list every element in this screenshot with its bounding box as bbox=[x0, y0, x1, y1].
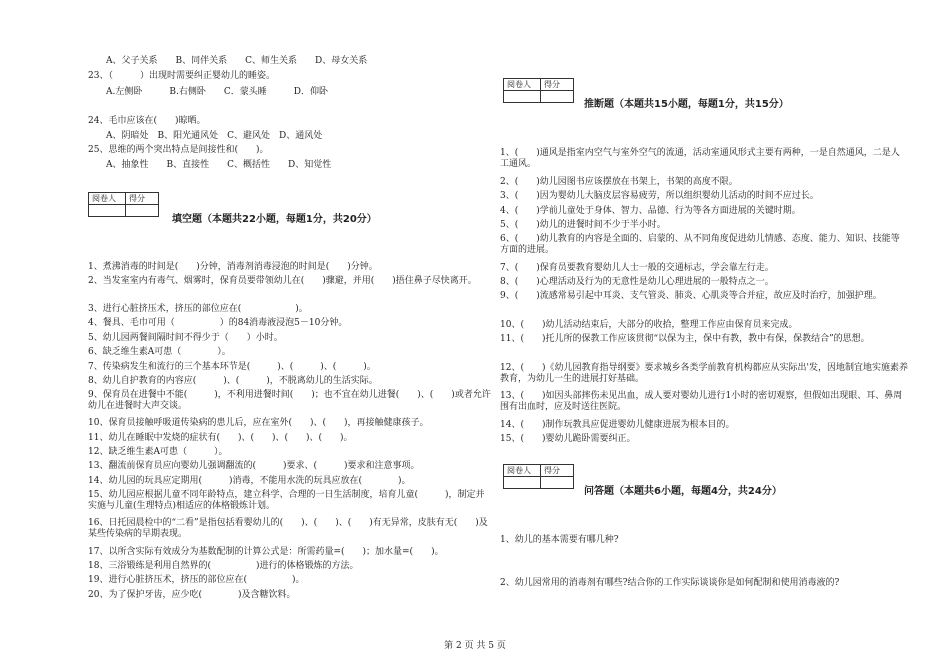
section-title-qa: 问答题（本题共6小题，每题4分，共24分） bbox=[584, 486, 782, 497]
page-footer: 第 2 页 共 5 页 bbox=[444, 641, 506, 651]
question-24-options: A、阴暗处 B、阳光通风处 C、避风处 D、通风处 bbox=[106, 131, 323, 141]
reviewer-label: 阅卷人 bbox=[504, 79, 541, 91]
fill-item-8: 8、幼儿自护教育的内容应( )、( )，不脱离幼儿的生活实际。 bbox=[88, 376, 378, 386]
fill-item-14: 14、幼儿园的玩具应定期用( )消毒，不能用水洗的玩具应放在( )。 bbox=[88, 476, 411, 486]
reviewer-cell bbox=[504, 477, 541, 489]
reviewer-label: 阅卷人 bbox=[89, 193, 126, 205]
fill-item-3: 3、进行心脏挤压术，挤压的部位应在( )。 bbox=[88, 304, 308, 314]
fill-item-9: 9、保育员在进餐中不能( )，不利用进餐时间( )；也不宜在幼儿进餐( )、( )或者允许幼儿在进餐时大声交谈。 bbox=[88, 390, 491, 411]
fill-item-20: 20、为了保护牙齿，应少吃( )及含糖饮料。 bbox=[88, 590, 296, 600]
score-label: 得分 bbox=[541, 79, 574, 91]
score-box-fill bbox=[88, 192, 159, 217]
reviewer-cell bbox=[89, 205, 126, 217]
fill-item-18: 18、三浴锻练是利用自然界的( )进行的体格锻炼的方法。 bbox=[88, 561, 359, 571]
reviewer-cell bbox=[504, 91, 541, 103]
fill-item-11: 11、幼儿在睡眠中发烧的症状有( )、( )、( )、( )。 bbox=[88, 433, 353, 443]
fill-item-5: 5、幼儿园两餐间隔时间不得少于（ ）小时。 bbox=[88, 333, 283, 343]
question-22-options: A、父子关系 B、同伴关系 C、师生关系 D、母女关系 bbox=[106, 56, 368, 66]
question-25-options: A、抽象性 B、直接性 C、概括性 D、知觉性 bbox=[106, 160, 332, 170]
score-cell bbox=[541, 477, 574, 489]
judge-item-1: 1、( )通风是指室内空气与室外空气的流通，活动室通风形式主要有两种，一是自然通风，二是人工通风。 bbox=[500, 148, 900, 169]
judge-item-9: 9、( )流感常易引起中耳炎、支气管炎、肺炎、心肌炎等合并症，故应及时治疗，加强护理。 bbox=[500, 291, 882, 301]
judge-item-11: 11、( )托儿所的保教工作应该贯彻“以保为主，保中有教，教中有保，保教结合”的思想。 bbox=[500, 334, 870, 344]
fill-item-7: 7、传染病发生和流行的三个基本环节是( )、( )、( )。 bbox=[88, 362, 376, 372]
fill-item-10: 10、保育员接触呼吸道传染病的患儿后，应在室外( )、( )，再接触健康孩子。 bbox=[88, 418, 429, 428]
fill-item-6: 6、缺乏维生素A可患（ ）。 bbox=[88, 347, 231, 357]
judge-item-13: 13、( )如因头部摔伤未见出血，成人要对婴幼儿进行1小时的密切观察，但假如出现眼、耳、鼻周围有出血时，应及时送往医院。 bbox=[500, 391, 903, 412]
question-23-options: A.左侧卧 B.右侧卧 C．蒙头睡 D．仰卧 bbox=[106, 87, 328, 97]
fill-item-19: 19、进行心脏挤压术，挤压的部位应在( )。 bbox=[88, 575, 305, 585]
judge-item-6: 6、( )幼儿教育的内容是全面的、启蒙的、从不同角度促进幼儿情感、态度、能力、知识、技能等方面的进展。 bbox=[500, 234, 900, 255]
judge-item-5: 5、( )幼儿的进餐时间不少于半小时。 bbox=[500, 220, 666, 230]
fill-item-17: 17、以所含实际有效成分为基数配制的计算公式是：所需药量=( )；加水量=( )。 bbox=[88, 547, 444, 557]
judge-item-2: 2、( )幼儿园图书应该摆放在书架上，书架的高度不限。 bbox=[500, 177, 738, 187]
score-cell bbox=[541, 91, 574, 103]
judge-item-12: 12、( )《幼儿园教育指导纲要》要求城乡各类学前教育机构都应从实际出'发，因地制宜地实施素养教育，为幼儿一生的进展打好基础。 bbox=[500, 363, 908, 384]
score-cell bbox=[126, 205, 159, 217]
question-24: 24、毛巾应该在( )晾晒。 bbox=[88, 116, 206, 126]
score-box-qa bbox=[503, 464, 574, 489]
fill-item-2: 2、当发室室内有毒气、烟雾时，保育员要带领幼儿在( )骤避，并用( )捂住鼻子尽快离开。 bbox=[88, 276, 477, 286]
judge-item-14: 14、( )制作玩教具应促进婴幼儿健康进展为根本目的。 bbox=[500, 420, 735, 430]
judge-item-8: 8、( )心理活动及行为的无意性是幼儿心理进展的一般特点之一。 bbox=[500, 277, 774, 287]
question-25: 25、思维的两个突出特点是间接性和( )。 bbox=[88, 145, 269, 155]
fill-item-15: 15、幼儿园应根据儿童不同年龄特点，建立科学、合理的一日生活制度，培育儿童( )，制定并实施与儿童(生理特点)相适应的体格锻炼计划。 bbox=[88, 490, 485, 511]
score-box-judge bbox=[503, 78, 574, 103]
fill-item-16: 16、日托园晨检中的“二看”是指包括看婴幼儿的( )、( )、( )有无异常，皮肤有无( )及某些传染病的早期表现。 bbox=[88, 518, 488, 539]
judge-item-15: 15、( )婴幼儿跪卧需要纠正。 bbox=[500, 434, 636, 444]
section-title-judge: 推断题（本题共15小题，每题1分，共15分） bbox=[584, 99, 789, 110]
judge-item-7: 7、( )保育员要教育婴幼儿人士一般的交通标志，学会靠左行走。 bbox=[500, 263, 774, 273]
fill-item-13: 13、翻流前保育员应向婴幼儿强调翻流的( )要求、( )要求和注意事项。 bbox=[88, 461, 420, 471]
fill-item-4: 4、餐具、毛巾可用（ ）的84消毒液浸泡5－10分钟。 bbox=[88, 318, 348, 328]
qa-item-2: 2、幼儿园常用的消毒剂有哪些?结合你的工作实际谈谈你是如何配制和使用消毒液的? bbox=[500, 578, 840, 588]
qa-item-1: 1、幼儿的基本需要有哪几种? bbox=[500, 535, 619, 545]
judge-item-3: 3、( )因为婴幼儿大脑皮层容易疲劳，所以组织婴幼儿活动的时间不应过长。 bbox=[500, 191, 819, 201]
judge-item-10: 10、( )幼儿活动结束后，大部分的收拾，整理工作应由保育员来完成。 bbox=[500, 320, 798, 330]
section-title-fill: 填空题（本题共22小题，每题1分，共20分） bbox=[172, 214, 377, 225]
score-label: 得分 bbox=[126, 193, 159, 205]
question-23: 23、（ ）出现时需要纠正婴幼儿的睡姿。 bbox=[88, 71, 275, 81]
score-label: 得分 bbox=[541, 465, 574, 477]
judge-item-4: 4、( )学前儿童处于身体、智力、品德、行为等各方面进展的关键时期。 bbox=[500, 206, 801, 216]
fill-item-12: 12、缺乏维生素A可患（ ）。 bbox=[88, 447, 228, 457]
fill-item-1: 1、煮沸消毒的时间是( )分钟，消毒剂消毒浸泡的时间是( )分钟。 bbox=[88, 262, 378, 272]
reviewer-label: 阅卷人 bbox=[504, 465, 541, 477]
